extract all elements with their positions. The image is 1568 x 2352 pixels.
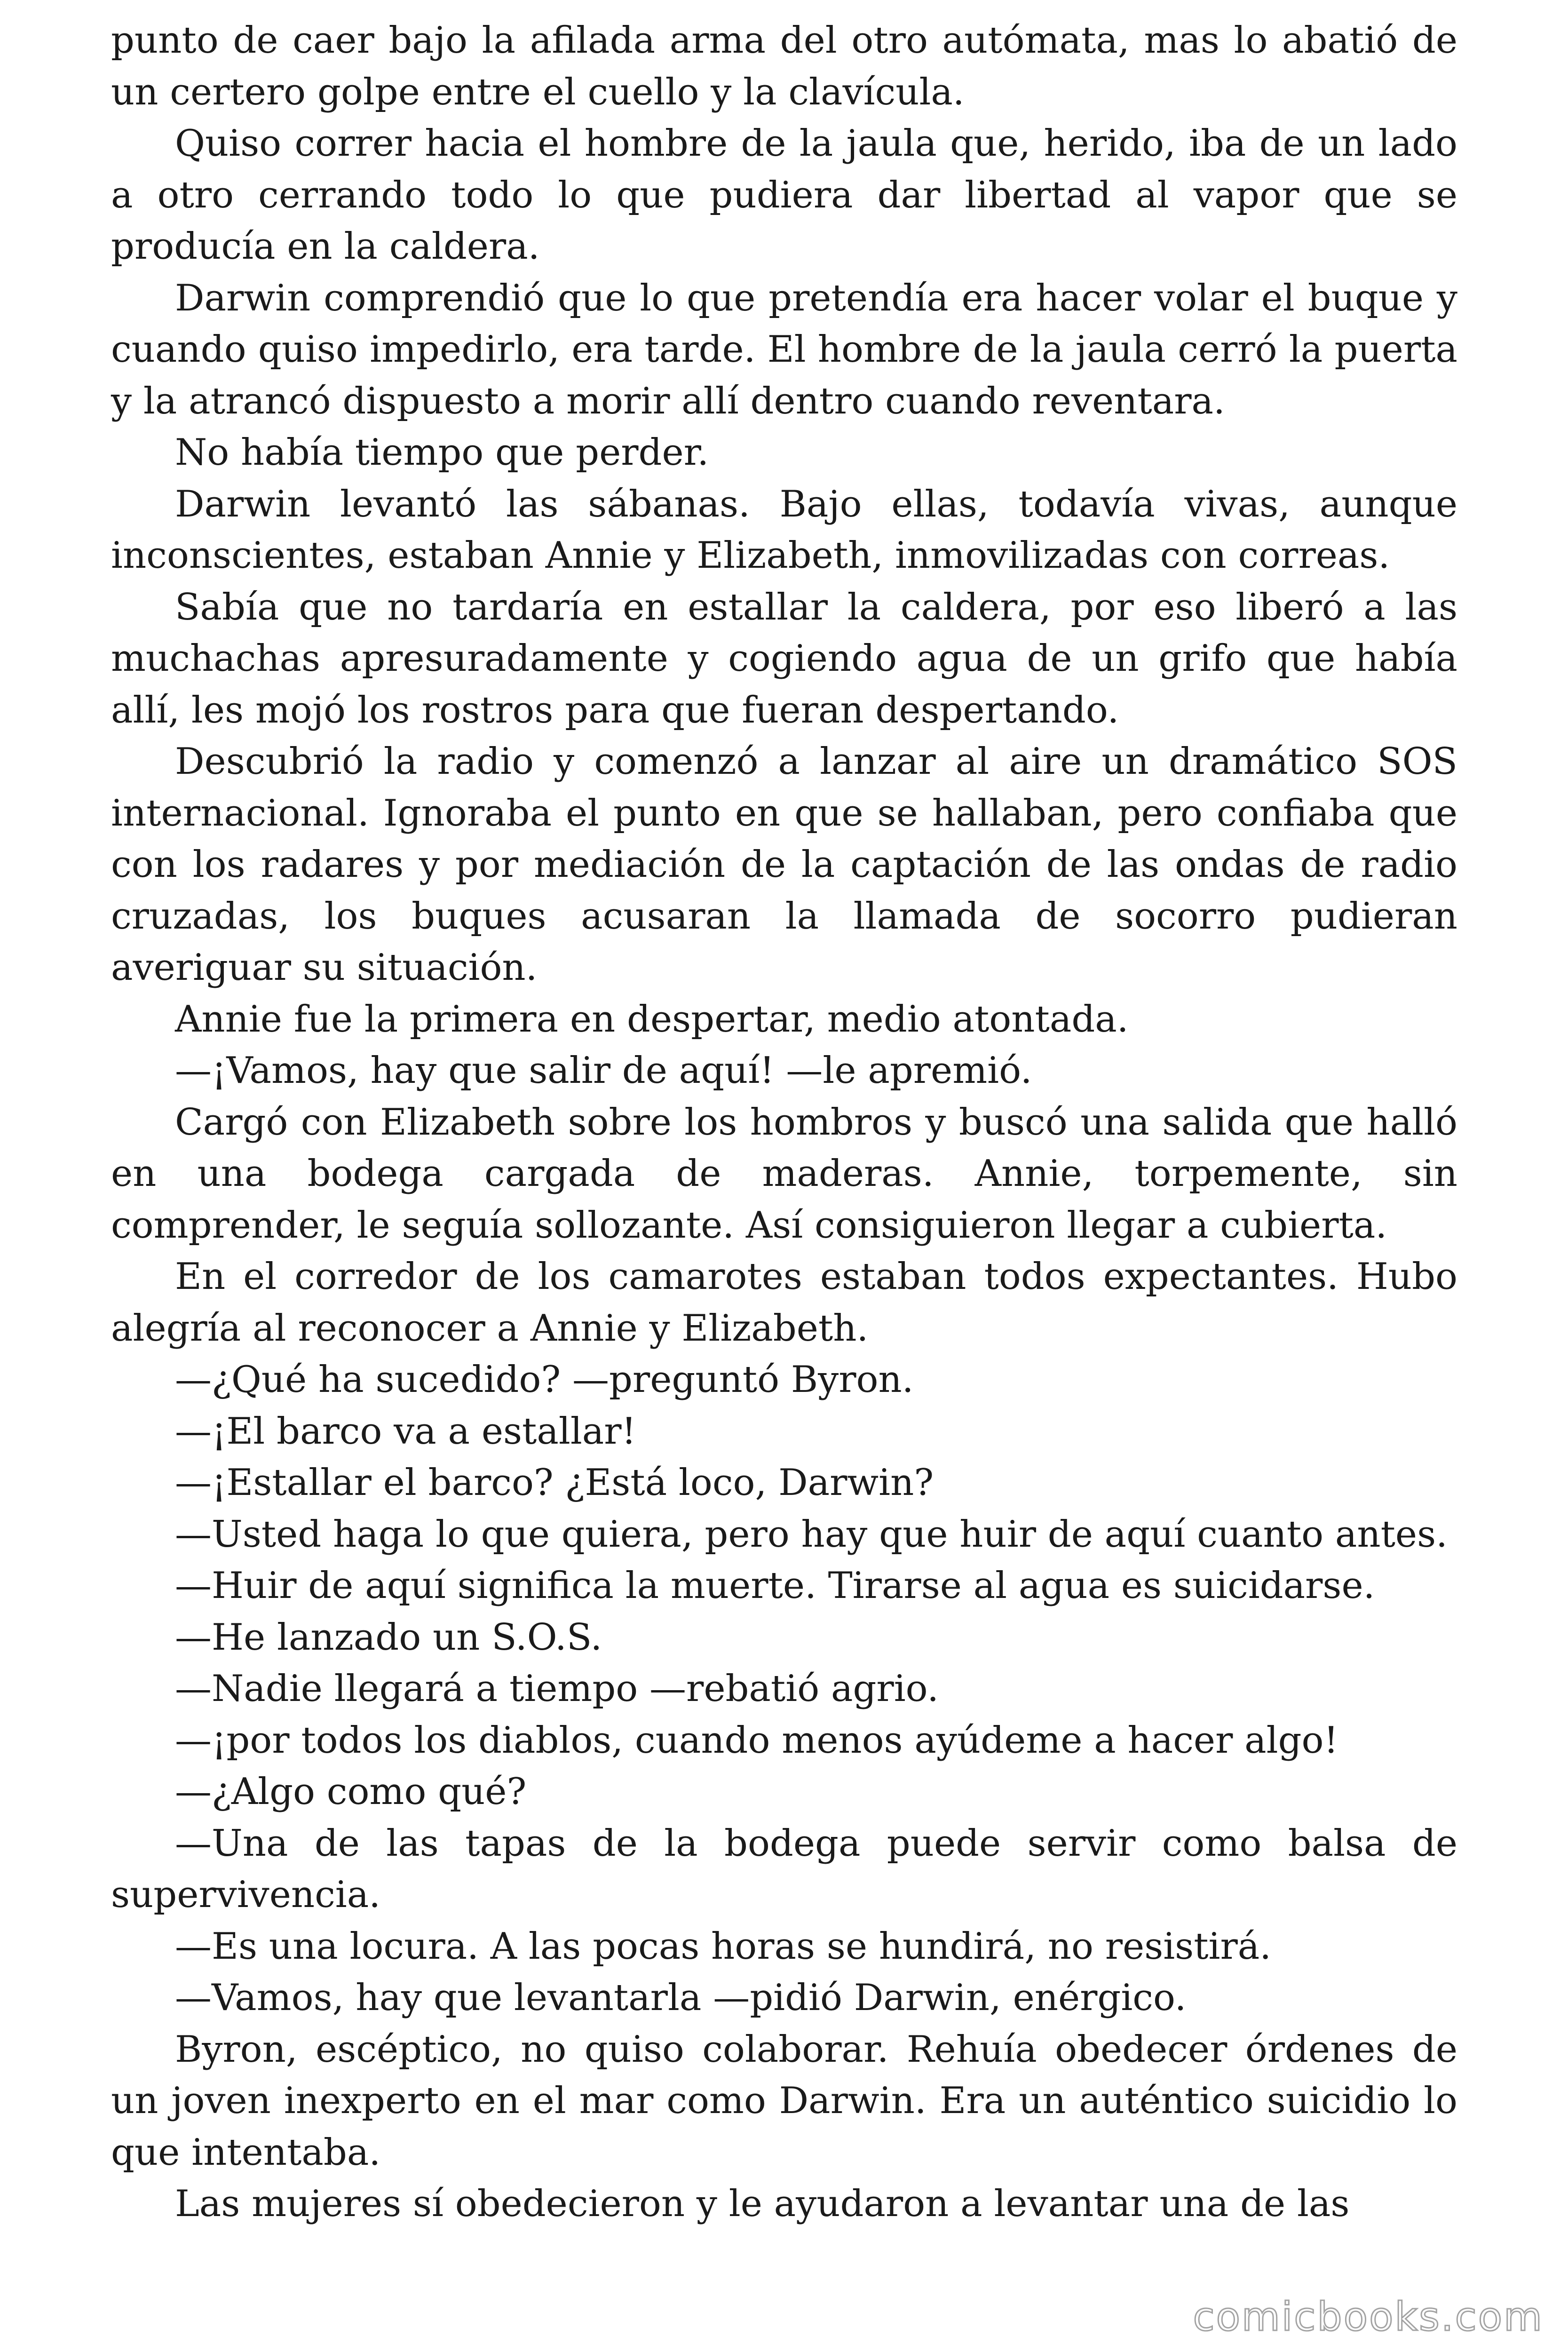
paragraph: Quiso correr hacia el hombre de la jaula que, herido, iba de un lado a otro cerrando todo lo que pudiera dar libertad al vapor que se producía en la caldera. [111,122,1457,268]
paragraph: Byron, escéptico, no quiso colaborar. Rehuía obedecer órdenes de un joven inexperto en el mar como Darwin. Era un auténtico suicidio lo que intentaba. [111,2028,1457,2174]
dialogue-line: —Vamos, hay que levantarla —pidió Darwin, enérgico. [175,1977,1187,2019]
paragraph: Darwin comprendió que lo que pretendía era hacer volar el buque y cuando quiso impedirlo, era tarde. El hombre de la jaula cerró la puerta y la atrancó dispuesto a morir allí dentro cuando reventara. [111,277,1457,422]
page-body-text [111,15,1457,2230]
dialogue-line: —Una de las tapas de la bodega puede servir como balsa de supervivencia. [111,1822,1457,1916]
paragraph: Descubrió la radio y comenzó a lanzar al aire un dramático SOS internacional. Ignoraba el punto en que se hallaban, pero confiaba que con los radares y por mediación de la captación de las ondas de radio cruzadas, los buques acusaran la llamada de socorro pudieran averiguar su situación. [111,740,1457,989]
dialogue-line: —¡Estallar el barco? ¿Está loco, Darwin? [175,1462,934,1504]
dialogue-line: —¿Qué ha sucedido? —preguntó Byron. [175,1359,914,1401]
paragraph: Sabía que no tardaría en estallar la caldera, por eso liberó a las muchachas apresuradamente y cogiendo agua de un grifo que había allí, les mojó los rostros para que fueran despertando. [111,586,1457,731]
paragraph: Annie fue la primera en despertar, medio atontada. [175,998,1129,1041]
dialogue-line: —He lanzado un S.O.S. [175,1616,602,1659]
dialogue-line: —Usted haga lo que quiera, pero hay que huir de aquí cuanto antes. [175,1513,1448,1556]
dialogue-line: —Es una locura. A las pocas horas se hundirá, no resistirá. [175,1925,1272,1968]
dialogue-line: —¡por todos los diablos, cuando menos ayúdeme a hacer algo! [175,1719,1338,1762]
dialogue-line: —¡Vamos, hay que salir de aquí! —le apremió. [175,1049,1032,1092]
paragraph: Cargó con Elizabeth sobre los hombros y buscó una salida que halló en una bodega cargada de maderas. Annie, torpemente, sin comprender, le seguía sollozante. Así consiguieron llegar a cubierta. [111,1101,1457,1247]
dialogue-line: —Huir de aquí significa la muerte. Tirarse al agua es suicidarse. [175,1565,1375,1607]
dialogue-line: —¿Algo como qué? [175,1771,527,1813]
dialogue-line: —¡El barco va a estallar! [175,1410,636,1453]
paragraph: Las mujeres sí obedecieron y le ayudaron a levantar una de las [175,2183,1350,2225]
paragraph: No había tiempo que perder. [175,431,709,474]
dialogue-line: —Nadie llegará a tiempo —rebatió agrio. [175,1668,939,1710]
watermark-text: comicbooks.com [1193,2294,1544,2340]
paragraph: Darwin levantó las sábanas. Bajo ellas, todavía vivas, aunque inconscientes, estaban Annie y Elizabeth, inmovilizadas con correas. [111,483,1457,577]
paragraph: punto de caer bajo la afilada arma del otro autómata, mas lo abatió de un certero golpe entre el cuello y la clavícula. [111,19,1457,113]
paragraph: En el corredor de los camarotes estaban todos expectantes. Hubo alegría al reconocer a Annie y Elizabeth. [111,1255,1457,1350]
